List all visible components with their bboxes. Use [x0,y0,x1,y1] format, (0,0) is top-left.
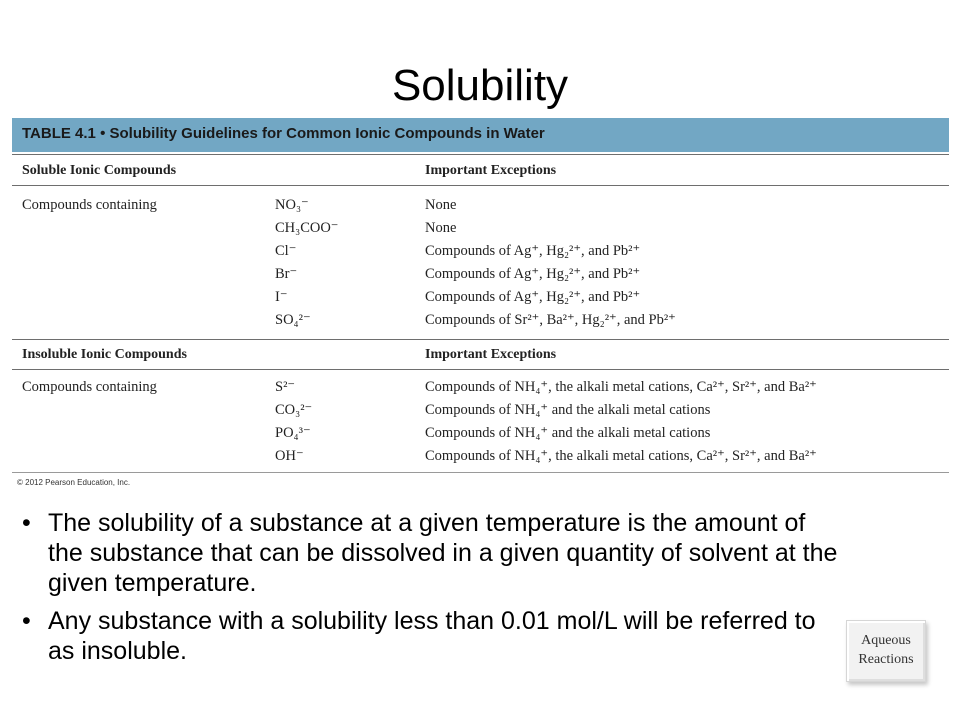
soluble-exception: Compounds of Ag⁺, Hg₂²⁺, and Pb²⁺ [425,243,641,259]
insoluble-exception: Compounds of NH₄⁺, the alkali metal cations, Ca²⁺, Sr²⁺, and Ba²⁺ [425,448,817,464]
soluble-exception: Compounds of Ag⁺, Hg₂²⁺, and Pb²⁺ [425,289,641,305]
insoluble-ion: S²⁻ [275,379,296,395]
insoluble-exception: Compounds of NH₄⁺, the alkali metal cations, Ca²⁺, Sr²⁺, and Ba²⁺ [425,379,817,395]
table-rule [12,339,949,340]
insoluble-exception: Compounds of NH₄⁺ and the alkali metal cations [425,425,711,441]
soluble-exception: None [425,220,457,236]
nav-button-line2: Reactions [858,652,914,667]
bullet-item [22,606,842,666]
insoluble-ion: OH⁻ [275,448,304,464]
bullet-item [22,508,842,598]
insoluble-exception: Compounds of NH₄⁺ and the alkali metal cations [425,402,711,418]
bullet-dot-icon: • [22,509,31,537]
table-rule [12,185,949,186]
soluble-ion: SO₄²⁻ [275,312,311,328]
soluble-ion: NO₃⁻ [275,197,309,213]
table-rule [12,472,949,473]
soluble-ion: CH₃COO⁻ [275,220,339,236]
soluble-label: Compounds containing [22,197,157,213]
copyright-notice: © 2012 Pearson Education, Inc. [17,478,131,487]
soluble-exception: Compounds of Sr²⁺, Ba²⁺, Hg₂²⁺, and Pb²⁺ [425,312,676,328]
soluble-ion: Cl⁻ [275,243,297,259]
nav-button-line1: Aqueous [861,633,911,648]
soluble-exceptions-heading: Important Exceptions [425,163,557,178]
insoluble-ion: PO₄³⁻ [275,425,311,441]
solubility-table-figure [12,118,949,493]
soluble-ion: Br⁻ [275,266,298,282]
soluble-exception: None [425,197,457,213]
aqueous-reactions-button[interactable] [846,620,926,682]
insoluble-exceptions-heading: Important Exceptions [425,347,557,362]
table-rule [12,154,949,155]
insoluble-heading: Insoluble Ionic Compounds [22,347,187,362]
bullet-text: The solubility of a substance at a given temperature is the amount of the substance that can be dissolved in a given quantity of solvent at the given temperature. [48,509,838,597]
page-title: Solubility [391,61,569,110]
table-caption: TABLE 4.1 • Solubility Guidelines for Common Ionic Compounds in Water [22,125,545,142]
insoluble-ion: CO₃²⁻ [275,402,313,418]
soluble-ion: I⁻ [275,289,288,305]
bullet-dot-icon: • [22,607,31,635]
insoluble-label: Compounds containing [22,379,157,395]
soluble-heading: Soluble Ionic Compounds [22,163,177,178]
table-caption-bar [12,118,949,152]
bullet-list [22,508,842,674]
soluble-exception: Compounds of Ag⁺, Hg₂²⁺, and Pb²⁺ [425,266,641,282]
bullet-text: Any substance with a solubility less than 0.01 mol/L will be referred to as insoluble. [48,607,816,665]
table-rule [12,369,949,370]
